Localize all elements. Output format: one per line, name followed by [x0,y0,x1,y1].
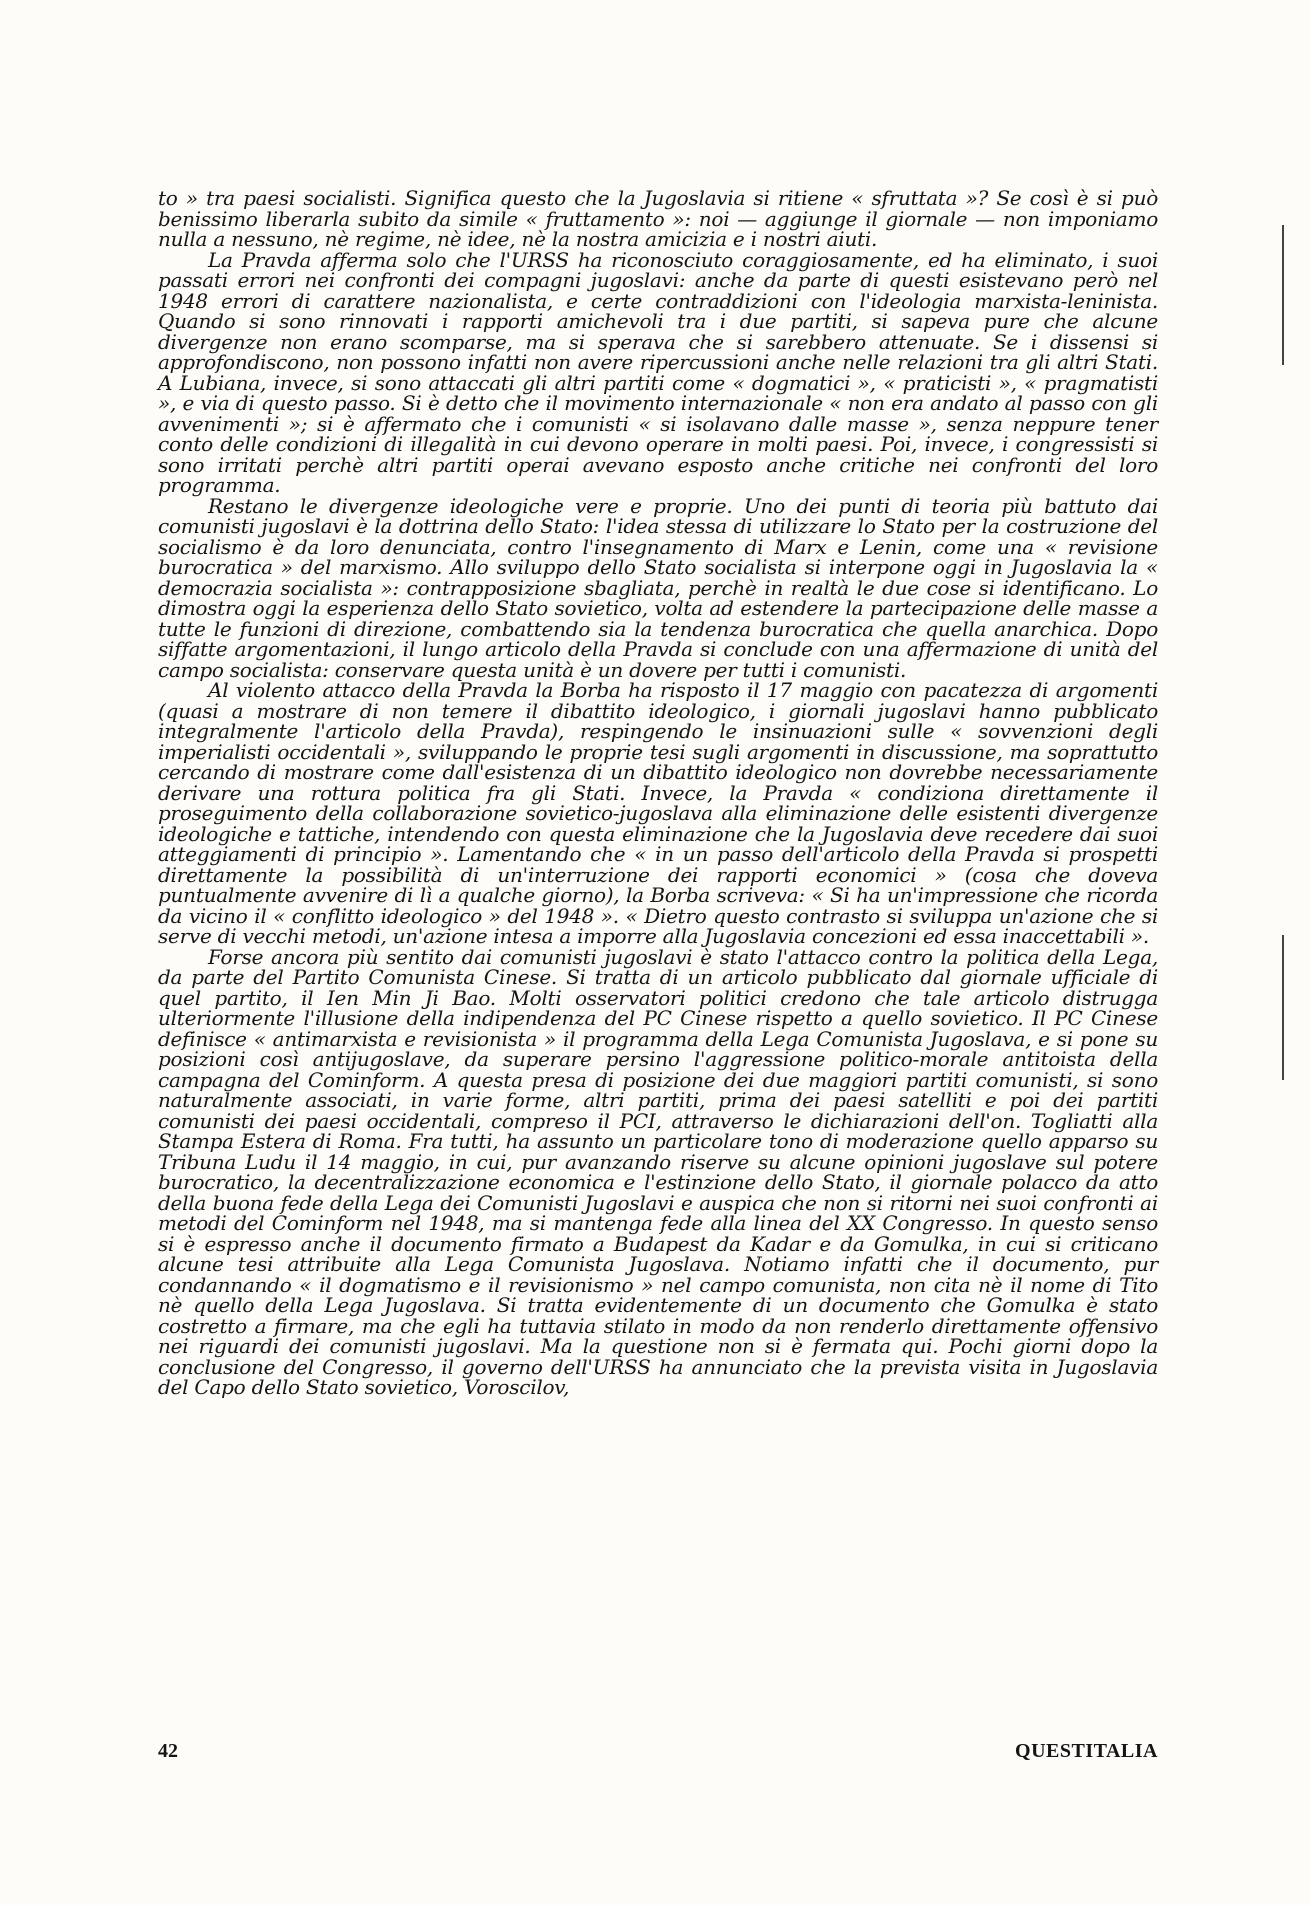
paragraph-5: Forse ancora più sentito dai comunisti jugoslavi è stato l'attacco contro la politica della Lega, da parte del Partito Comunista Cinese. Si tratta di un articolo pubblicato dal giornale ufficiale di quel partito, il Ien Min Ji Bao. Molti osservatori politici credono che tale articolo distrugga ulteriormente l'illusione della indipendenza del PC Cinese rispetto a quello sovietico. Il PC Cinese definisce « antimarxista e revisionista » il programma della Lega Comunista Jugoslava, e si pone su posizioni così antijugoslave, da superare persino l'aggressione politico-morale antitoista della campagna del Cominform. A questa presa di posizione dei due maggiori partiti comunisti, si sono naturalmente associati, in varie forme, altri partiti, prima dei paesi satelliti e poi dei partiti comunisti dei paesi occidentali, compreso il PCI, attraverso le dichiarazioni dell'on. Togliatti alla Stampa Estera di Roma. Fra tutti, ha assunto un particolare tono di moderazione quello apparso su Tribuna Ludu il 14 maggio, in cui, pur avanzando riserve su alcune opinioni jugoslave sul potere burocratico, la decentralizzazione economica e l'estinzione dello Stato, il giornale polacco da atto della buona fede della Lega dei Comunisti Jugoslavi e auspica che non si ritorni nei suoi confronti ai metodi del Cominform nel 1948, ma si mantenga fede alla linea del XX Congresso. In questo senso si è espresso anche il documento firmato a Budapest da Kadar e da Gomulka, in cui si criticano alcune tesi attribuite alla Lega Comunista Jugoslava. Notiamo infatti che il documento, pur condannando « il dogmatismo e il revisionismo » nel campo comunista, non cita nè il nome di Tito nè quello della Lega Jugoslava. Si tratta evidentemente di un documento che Gomulka è stato costretto a firmare, ma che egli ha tuttavia stilato in modo da non renderlo direttamente offensivo nei riguardi dei comunisti jugoslavi. Ma la questione non si è fermata qui. Pochi giorni dopo la conclusione del Congresso, il governo dell'URSS ha annunciato che la prevista visita in Jugoslavia del Capo dello Stato sovietico, Voroscilov, [158,944,1158,1399]
journal-name: QUESTITALIA [1015,1740,1158,1762]
paragraph-4: Al violento attacco della Pravda la Borba ha risposto il 17 maggio con pacatezza di argomenti (quasi a mostrare di non temere il dibattito ideologico, i giornali jugoslavi hanno pubblicato integralmente l'articolo della Pravda), respingendo le insinuazioni sulle « sovvenzioni degli imperialisti occidentali », sviluppando le proprie tesi sugli argomenti in discussione, ma soprattutto cercando di mostrare come dall'esistenza di un dibattito ideologico non dovrebbe necessariamente derivare una rottura politica fra gli Stati. Invece, la Pravda « condiziona direttamente il proseguimento della collaborazione sovietico-jugoslava alla eliminazione delle esistenti divergenze ideologiche e tattiche, intendendo con questa eliminazione che la Jugoslavia deve recedere dai suoi atteggiamenti di principio ». Lamentando che « in un passo dell'articolo della Pravda si prospetti direttamente la possibilità di un'interruzione dei rapporti economici » (cosa che doveva puntualmente avvenire di lì a qualche giorno), la Borba scriveva: « Si ha un'impressione che ricorda da vicino il « conflitto ideologico » del 1948 ». « Dietro questo contrasto si sviluppa un'azione che si serve di vecchi metodi, un'azione intesa a imporre alla Jugoslavia concezioni ed essa inaccettabili ». [158,678,1158,948]
paragraph-3: Restano le divergenze ideologiche vere e proprie. Uno dei punti di teoria più battuto dai comunisti jugoslavi è la dottrina dello Stato: l'idea stessa di utilizzare lo Stato per la costruzione del socialismo è da loro denunciata, contro l'insegnamento di Marx e Lenin, come una « revisione burocratica » del marxismo. Allo sviluppo dello Stato socialista si interpone oggi in Jugoslavia la « democrazia socialista »: contrapposizione sbagliata, perchè in realtà le due cose si identificano. Lo dimostra oggi la esperienza dello Stato sovietico, volta ad estendere la partecipazione delle masse a tutte le funzioni di direzione, combattendo sia la tendenza burocratica che quella anarchica. Dopo siffatte argomentazioni, il lungo articolo della Pravda si conclude con una affermazione di unità del campo socialista: conservare questa unità è un dovere per tutti i comunisti. [158,493,1158,682]
paragraph-2: La Pravda afferma solo che l'URSS ha riconosciuto coraggiosamente, ed ha eliminato, i suoi passati errori nei confronti dei compagni jugoslavi: anche da parte di questi esistevano però nel 1948 errori di carattere nazionalista, e certe contraddizioni con l'ideologia marxista-leninista. Quando si sono rinnovati i rapporti amichevoli tra i due partiti, si sapeva pure che alcune divergenze non erano scomparse, ma si sperava che si sarebbero attenuate. Se i dissensi si approfondiscono, non possono infatti non avere ripercussioni anche nelle relazioni tra gli altri Stati. A Lubiana, invece, si sono attaccati gli altri partiti come « dogmatici », « praticisti », « pragmatisti », e via di questo passo. Si è detto che il movimento internazionale « non era andato al passo con gli avvenimenti »; si è affermato che i comunisti « si isolavano dalle masse », senza neppure tener conto delle condizioni di illegalità in cui devono operare in molti paesi. Poi, invece, i congressisti si sono irritati perchè altri partiti operai avevano esposto anche critiche nei confronti del loro programma. [158,247,1158,497]
margin-rule-top [1282,225,1284,365]
page-number: 42 [158,1740,178,1762]
article-body [158,188,1158,1398]
paragraph-1: to » tra paesi socialisti. Significa questo che la Jugoslavia si ritiene « sfruttata »? Se così è si può benissimo liberarla subito da simile « fruttamento »: noi — aggiunge il giornale — non imponiamo nulla a nessuno, nè regime, nè idee, nè la nostra amicizia e i nostri aiuti. [158,186,1158,251]
margin-rule-bottom [1282,935,1284,1080]
